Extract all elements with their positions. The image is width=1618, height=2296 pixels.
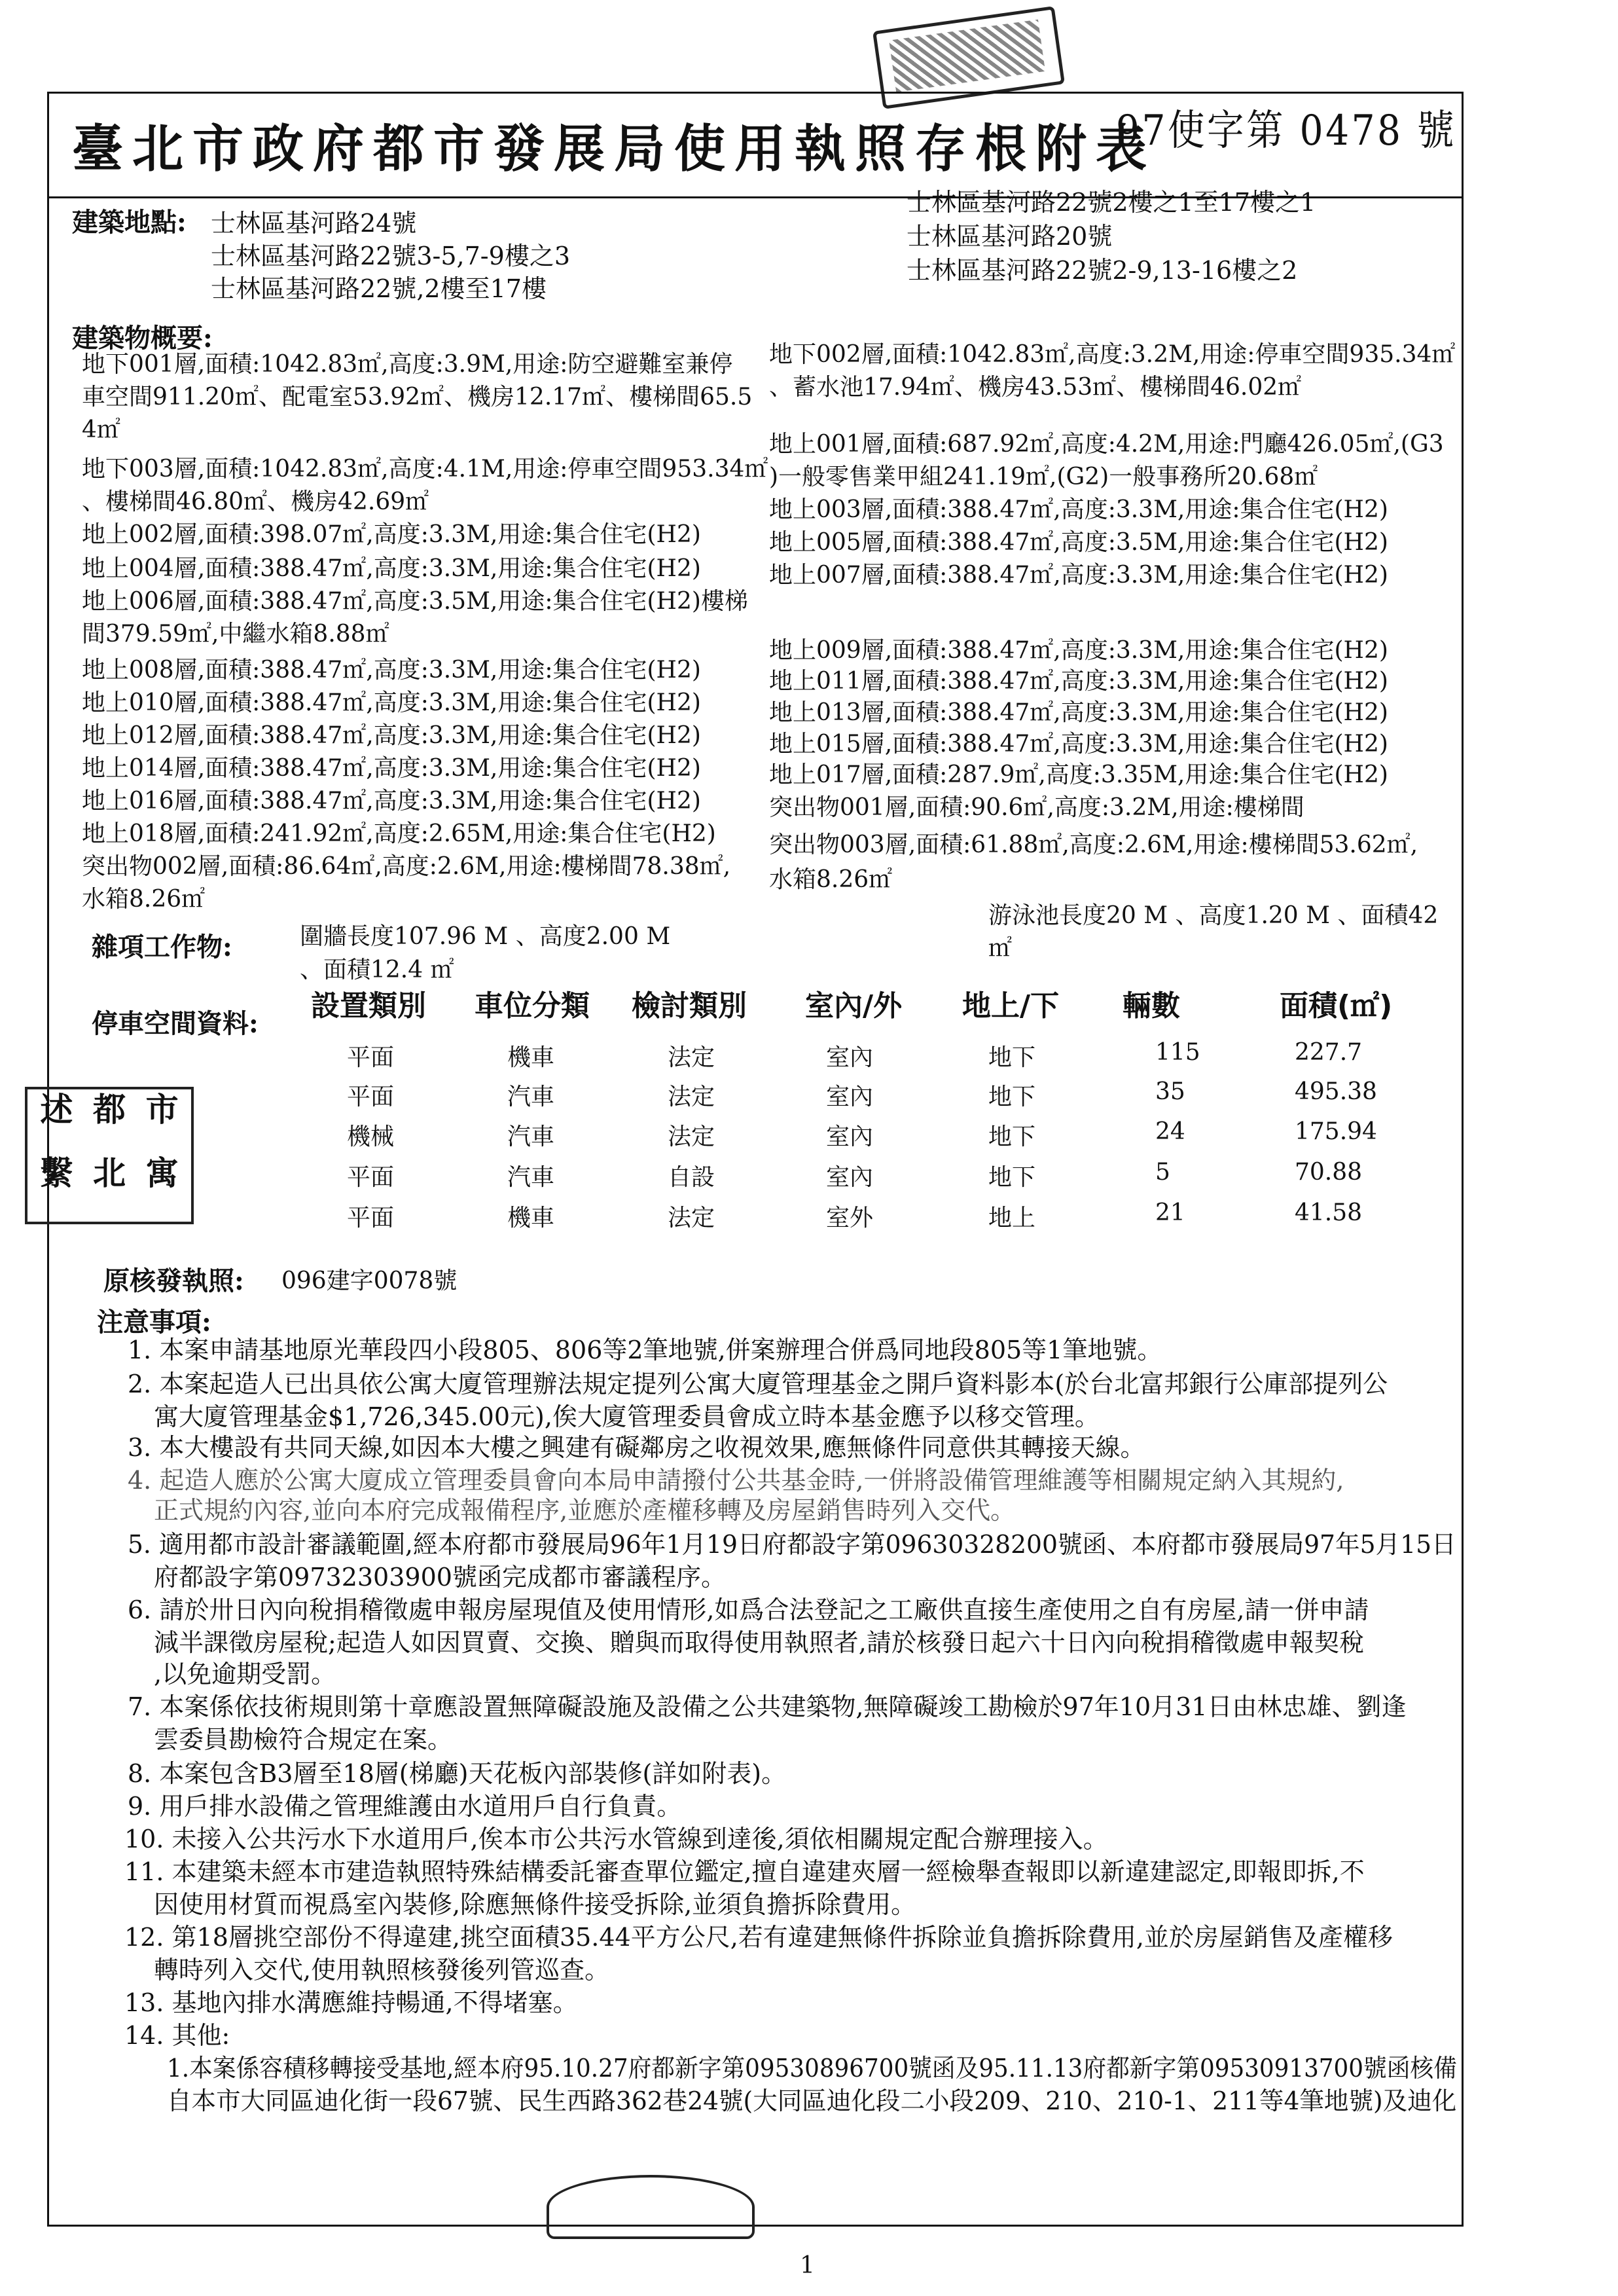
overview-right-line: 地上009層,面積:388.47㎡,高度:3.3M,用途:集合住宅(H2) (769, 637, 1388, 664)
parking-header-cell: 檢討類別 (632, 989, 747, 1023)
overview-left-line: 地上016層,面積:388.47㎡,高度:3.3M,用途:集合住宅(H2) (82, 788, 701, 814)
parking-header-cell: 地上/下 (962, 989, 1060, 1023)
overview-left-line: 地上002層,面積:398.07㎡,高度:3.3M,用途:集合住宅(H2) (82, 521, 701, 548)
location-right-1: 士林區基河路22號2樓之1至17樓之1 (907, 188, 1316, 217)
note-line: 1. 本案申請基地原光華段四小段805、806等2筆地號,併案辦理合併爲同地段805等1筆地號。 (128, 1336, 1162, 1364)
overview-left-line: 地上014層,面積:388.47㎡,高度:3.3M,用途:集合住宅(H2) (82, 755, 701, 782)
overview-right-line: 地上003層,面積:388.47㎡,高度:3.3M,用途:集合住宅(H2) (769, 496, 1388, 523)
misc-works-wall-1: 圍牆長度107.96 M 、高度2.00 M (300, 923, 671, 950)
overview-left-line: 地上012層,面積:388.47㎡,高度:3.3M,用途:集合住宅(H2) (82, 722, 701, 749)
misc-works-label: 雜項工作物: (92, 932, 232, 962)
parking-cell: 自設 (668, 1164, 715, 1191)
parking-cell: 機車 (507, 1044, 555, 1071)
parking-cell: 平面 (347, 1044, 395, 1071)
overview-left-line: 地上018層,面積:241.92㎡,高度:2.65M,用途:集合住宅(H2) (82, 820, 716, 847)
location-right-3: 士林區基河路22號2-9,13-16樓之2 (907, 256, 1298, 285)
parking-header-cell: 面積(㎡) (1280, 989, 1393, 1023)
parking-cell: 汽車 (507, 1164, 555, 1191)
overview-left-line: 地下001層,面積:1042.83㎡,高度:3.9M,用途:防空避難室兼停 (82, 351, 733, 378)
parking-cell: 機車 (507, 1205, 555, 1231)
notes-label: 注意事項: (97, 1307, 211, 1338)
overview-left-line: 地上004層,面積:388.47㎡,高度:3.3M,用途:集合住宅(H2) (82, 555, 701, 582)
parking-cell: 21 (1155, 1199, 1185, 1226)
overview-right-line: 地上017層,面積:287.9㎡,高度:3.35M,用途:集合住宅(H2) (769, 761, 1388, 788)
note-line: 10. 未接入公共污水下水道用戶,俟本市公共污水管線到達後,須依相關規定配合辦理接入。 (124, 1825, 1108, 1853)
parking-cell: 24 (1155, 1118, 1185, 1145)
parking-header-cell: 輛數 (1123, 989, 1180, 1023)
parking-cell: 汽車 (507, 1084, 555, 1110)
note-line: 自本市大同區迪化街一段67號、民生西路362巷24號(大同區迪化段二小段209、210、210-1、211等4筆地號)及迪化 (167, 2086, 1457, 2115)
overview-left-line: 間379.59㎡,中繼水箱8.88㎡ (82, 621, 389, 647)
note-line: 1.本案係容積移轉接受基地,經本府95.10.27府都新字第09530896700號函及95.11.13府都新字第09530913700號函核備 (167, 2054, 1457, 2083)
misc-works-pool-2: ㎡ (988, 935, 1013, 962)
overview-right-line: 突出物001層,面積:90.6㎡,高度:3.2M,用途:樓梯間 (769, 794, 1304, 821)
note-line: 13. 基地內排水溝應維持暢通,不得堵塞。 (124, 1988, 578, 2017)
overview-right-line: 地上013層,面積:388.47㎡,高度:3.3M,用途:集合住宅(H2) (769, 699, 1388, 726)
parking-cell: 法定 (668, 1044, 715, 1071)
parking-header-cell: 室內/外 (805, 989, 903, 1023)
parking-cell: 室內 (826, 1123, 874, 1150)
parking-cell: 法定 (668, 1205, 715, 1231)
note-line: 轉時列入交代,使用執照核發後列管巡查。 (154, 1956, 610, 1984)
overview-left-line: 4㎡ (82, 416, 120, 443)
note-line: 8. 本案包含B3層至18層(梯廳)天花板內部裝修(詳如附表)。 (128, 1759, 787, 1788)
note-line: 府都設字第09732303900號函完成都市審議程序。 (154, 1563, 726, 1592)
note-line: 寓大廈管理基金$1,726,345.00元),俟大廈管理委員會成立時本基金應予以移交管理。 (154, 1402, 1100, 1431)
note-line: 14. 其他: (124, 2021, 230, 2050)
parking-cell: 平面 (347, 1164, 395, 1191)
overview-right-line: 地上015層,面積:388.47㎡,高度:3.3M,用途:集合住宅(H2) (769, 731, 1388, 757)
parking-cell: 法定 (668, 1123, 715, 1150)
misc-works-pool-1: 游泳池長度20 M 、高度1.20 M 、面積42 (988, 902, 1439, 929)
note-line: 減半課徵房屋稅;起造人如因買賣、交換、贈與而取得使用執照者,請於核發日起六十日內向稅捐稽徵處申報契稅 (154, 1628, 1364, 1657)
location-right-2: 士林區基河路20號 (907, 222, 1113, 251)
location-label: 建築地點: (72, 207, 187, 238)
parking-cell: 法定 (668, 1084, 715, 1110)
parking-cell: 室內 (826, 1044, 874, 1071)
overview-left-line: 車空間911.20㎡、配電室53.92㎡、機房12.17㎡、樓梯間65.5 (82, 384, 753, 410)
location-left-1: 士林區基河路24號 (211, 209, 417, 238)
overview-right-line: 地上005層,面積:388.47㎡,高度:3.5M,用途:集合住宅(H2) (769, 529, 1388, 556)
note-line: 6. 請於卅日內向稅捐稽徵處申報房屋現值及使用情形,如爲合法登記之工廠供直接生產使用之自有房屋,請一併申請 (128, 1595, 1369, 1624)
note-line: 正式規約內容,並向本府完成報備程序,並應於產權移轉及房屋銷售時列入交代。 (154, 1496, 1016, 1525)
note-line: 5. 適用都市設計審議範圍,經本府都市發展局96年1月19日府都設字第09630328200號函、本府都市發展局97年5月15日 (128, 1530, 1456, 1559)
overview-right-line: 水箱8.26㎡ (769, 866, 893, 893)
note-line: 雲委員勘檢符合規定在案。 (154, 1725, 453, 1754)
parking-cell: 70.88 (1295, 1159, 1363, 1186)
overview-left-line: 、樓梯間46.80㎡、機房42.69㎡ (82, 488, 429, 515)
overview-left-line: 水箱8.26㎡ (82, 886, 206, 913)
note-line: 12. 第18層挑空部份不得違建,挑空面積35.44平方公尺,若有違建無條件拆除並負擔拆除費用,並於房屋銷售及產權移 (124, 1923, 1393, 1952)
overview-right-line: 地上001層,面積:687.92㎡,高度:4.2M,用途:門廳426.05㎡,(G3 (769, 431, 1444, 458)
note-line: 9. 用戶排水設備之管理維護由水道用戶自行負責。 (128, 1792, 682, 1821)
overview-right-line: 、蓄水池17.94㎡、機房43.53㎡、樓梯間46.02㎡ (769, 374, 1302, 401)
parking-cell: 地上 (988, 1205, 1036, 1231)
parking-cell: 平面 (347, 1205, 395, 1231)
note-line: 4. 起造人應於公寓大廈成立管理委員會向本局申請撥付公共基金時,一併將設備管理維護等相關規定納入其規約, (128, 1466, 1344, 1495)
parking-header-cell: 設置類別 (311, 989, 426, 1023)
parking-cell: 地下 (988, 1084, 1036, 1110)
note-line: 3. 本大樓設有共同天線,如因本大樓之興建有礙鄰房之收視效果,應無條件同意供其轉接天線。 (128, 1433, 1145, 1462)
parking-cell: 地下 (988, 1044, 1036, 1071)
overview-left-line: 地上008層,面積:388.47㎡,高度:3.3M,用途:集合住宅(H2) (82, 657, 701, 683)
original-permit-label: 原核發執照: (103, 1266, 244, 1296)
note-line: 11. 本建築未經本市建造執照特殊結構委託審查單位鑑定,擅自違建夾層一經檢舉查報即以新違建認定,即報即拆,不 (124, 1857, 1365, 1886)
parking-cell: 地下 (988, 1123, 1036, 1150)
parking-cell: 5 (1155, 1159, 1170, 1186)
parking-label: 停車空間資料: (92, 1008, 259, 1039)
overview-right-line: 突出物003層,面積:61.88㎡,高度:2.6M,用途:樓梯間53.62㎡, (769, 831, 1418, 858)
parking-cell: 495.38 (1295, 1078, 1377, 1105)
overview-label: 建築物概要: (72, 323, 213, 354)
parking-cell: 室內 (826, 1084, 874, 1110)
misc-works-wall-2: 、面積12.4 ㎡ (300, 957, 454, 983)
parking-cell: 機械 (347, 1123, 395, 1150)
parking-cell: 室內 (826, 1164, 874, 1191)
overview-right-line: 地上011層,面積:388.47㎡,高度:3.3M,用途:集合住宅(H2) (769, 668, 1388, 695)
parking-cell: 41.58 (1295, 1199, 1363, 1226)
parking-cell: 115 (1155, 1039, 1200, 1066)
permit-number: 97使字第 0478 號 (1116, 107, 1457, 155)
overview-left-line: 地下003層,面積:1042.83㎡,高度:4.1M,用途:停車空間953.34㎡ (82, 456, 768, 483)
overview-left-line: 地上006層,面積:388.47㎡,高度:3.5M,用途:集合住宅(H2)樓梯 (82, 588, 748, 615)
overview-right-line: 地上007層,面積:388.47㎡,高度:3.3M,用途:集合住宅(H2) (769, 562, 1388, 589)
parking-cell: 35 (1155, 1078, 1185, 1105)
note-line: ,以免逾期受罰。 (154, 1660, 336, 1688)
original-permit-value: 096建字0078號 (281, 1267, 458, 1294)
bottom-seal-stamp (547, 2175, 755, 2239)
parking-cell: 平面 (347, 1084, 395, 1110)
parking-cell: 227.7 (1295, 1039, 1363, 1066)
note-line: 7. 本案係依技術規則第十章應設置無障礙設施及設備之公共建築物,無障礙竣工勘檢於97年10月31日由林忠雄、劉逢 (128, 1692, 1407, 1721)
parking-cell: 地下 (988, 1164, 1036, 1191)
page-number: 1 (800, 2252, 815, 2279)
parking-header-cell: 車位分類 (475, 989, 590, 1023)
parking-cell: 汽車 (507, 1123, 555, 1150)
note-line: 因使用材質而視爲室內裝修,除應無條件接受拆除,並須負擔拆除費用。 (154, 1890, 916, 1919)
overview-left-line: 突出物002層,面積:86.64㎡,高度:2.6M,用途:樓梯間78.38㎡, (82, 853, 731, 880)
overview-right-line: 地下002層,面積:1042.83㎡,高度:3.2M,用途:停車空間935.34㎡ (769, 341, 1456, 368)
location-left-3: 士林區基河路22號,2樓至17樓 (211, 274, 547, 303)
document-title: 臺北市政府都市發展局使用執照存根附表 (72, 119, 1157, 179)
overview-right-line: )一般零售業甲組241.19㎡,(G2)一般事務所20.68㎡ (769, 464, 1318, 490)
parking-cell: 175.94 (1295, 1118, 1377, 1145)
location-left-2: 士林區基河路22號3-5,7-9樓之3 (211, 242, 570, 270)
left-seal-stamp: 述 都 市 繫 北 寓 (25, 1087, 194, 1224)
note-line: 2. 本案起造人已出具依公寓大廈管理辦法規定提列公寓大廈管理基金之開戶資料影本(於台北富邦銀行公庫部提列公 (128, 1370, 1388, 1398)
overview-left-line: 地上010層,面積:388.47㎡,高度:3.3M,用途:集合住宅(H2) (82, 689, 701, 716)
parking-cell: 室外 (826, 1205, 874, 1231)
